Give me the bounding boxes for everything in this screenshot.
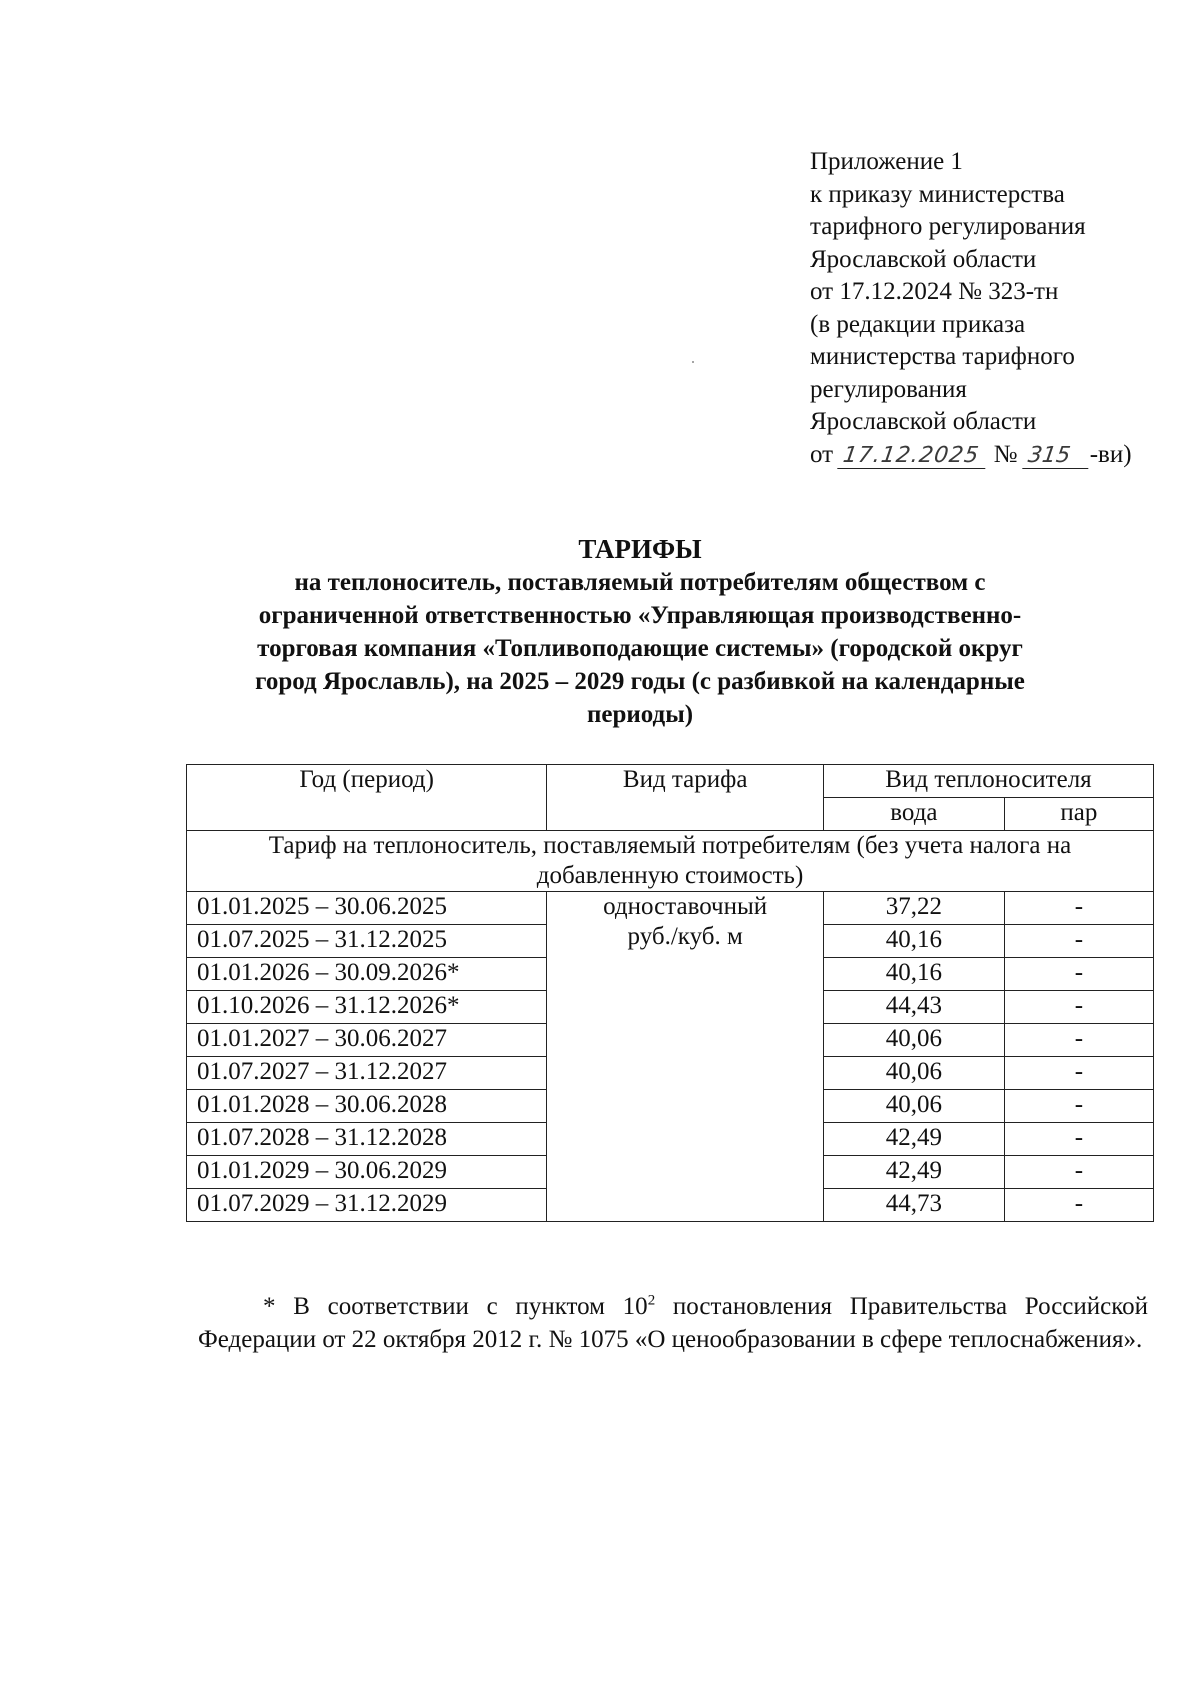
tariff-type-name: одноставочный bbox=[603, 893, 768, 920]
tariff-type-cell bbox=[547, 892, 824, 1222]
water-tariff-cell: 40,16 bbox=[823, 958, 1004, 991]
water-tariff-cell: 40,16 bbox=[823, 925, 1004, 958]
appendix-line: тарифного регулирования bbox=[810, 213, 1086, 240]
appendix-block bbox=[810, 146, 1190, 471]
water-tariff-cell: 42,49 bbox=[823, 1123, 1004, 1156]
heading-line: периоды) bbox=[586, 701, 694, 728]
heading-line: торговая компания «Топливоподающие системы» (городской округ bbox=[257, 635, 1023, 662]
handwritten-number: 315 bbox=[1022, 444, 1092, 469]
group-title: Тариф на теплоноситель, поставляемый потребителям (без учета налога на добавленную стоимость) bbox=[187, 831, 1154, 892]
water-tariff-cell: 44,73 bbox=[823, 1189, 1004, 1222]
footnote-superscript: 2 bbox=[647, 1292, 656, 1309]
ref-suffix: -ви) bbox=[1089, 440, 1132, 468]
steam-tariff-cell: - bbox=[1004, 958, 1153, 991]
steam-tariff-cell: - bbox=[1004, 1189, 1153, 1222]
period-cell: 01.01.2028 – 30.06.2028 bbox=[187, 1090, 547, 1123]
steam-tariff-cell: - bbox=[1004, 1057, 1153, 1090]
header-period: Год (период) bbox=[187, 765, 547, 831]
period-cell: 01.07.2027 – 31.12.2027 bbox=[187, 1057, 547, 1090]
document-title: ТАРИФЫ bbox=[578, 534, 702, 564]
steam-tariff-cell: - bbox=[1004, 1123, 1153, 1156]
steam-tariff-cell: - bbox=[1004, 991, 1153, 1024]
period-cell: 01.07.2029 – 31.12.2029 bbox=[187, 1189, 547, 1222]
header-tariff-type: Вид тарифа bbox=[547, 765, 824, 831]
scan-speck bbox=[692, 361, 694, 363]
tariff-type-unit: руб./куб. м bbox=[627, 923, 743, 950]
water-tariff-cell: 40,06 bbox=[823, 1024, 1004, 1057]
appendix-line: министерства тарифного bbox=[810, 343, 1075, 370]
ref-prefix: от bbox=[810, 440, 834, 468]
document-heading bbox=[190, 533, 1090, 731]
ref-num-sign: № bbox=[993, 440, 1018, 468]
appendix-line: Ярославской области bbox=[810, 245, 1037, 273]
group-title-row bbox=[187, 831, 1154, 892]
heading-line: на теплоноситель, поставляемый потребителям обществом с bbox=[294, 569, 986, 596]
footnote bbox=[198, 1290, 1148, 1356]
water-tariff-cell: 40,06 bbox=[823, 1090, 1004, 1123]
footnote-text-start: * В соответствии с пунктом 10 bbox=[263, 1293, 648, 1320]
period-cell: 01.01.2026 – 30.09.2026* bbox=[187, 958, 547, 991]
period-cell: 01.01.2027 – 30.06.2027 bbox=[187, 1024, 547, 1057]
steam-tariff-cell: - bbox=[1004, 892, 1153, 925]
period-cell: 01.10.2026 – 31.12.2026* bbox=[187, 991, 547, 1024]
heading-line: город Ярославль), на 2025 – 2029 годы (с разбивкой на календарные bbox=[255, 668, 1025, 695]
water-tariff-cell: 42,49 bbox=[823, 1156, 1004, 1189]
period-cell: 01.01.2029 – 30.06.2029 bbox=[187, 1156, 547, 1189]
period-cell: 01.07.2025 – 31.12.2025 bbox=[187, 925, 547, 958]
water-tariff-cell: 40,06 bbox=[823, 1057, 1004, 1090]
heading-line: ограниченной ответственностью «Управляющая производственно- bbox=[258, 602, 1022, 629]
steam-tariff-cell: - bbox=[1004, 1156, 1153, 1189]
tariffs-table bbox=[186, 764, 1154, 1222]
water-tariff-cell: 37,22 bbox=[823, 892, 1004, 925]
steam-tariff-cell: - bbox=[1004, 1024, 1153, 1057]
period-cell: 01.07.2028 – 31.12.2028 bbox=[187, 1123, 547, 1156]
table-row bbox=[187, 892, 1154, 925]
handwritten-date: 17.12.2025 bbox=[838, 444, 990, 469]
appendix-line: Ярославской области bbox=[810, 408, 1037, 435]
table-header-row bbox=[187, 765, 1154, 798]
footnote-text-end: постановления Правительства Российской Федерации от 22 октября 2012 г. № 1075 «О ценообразовании в сфере теплоснабжения». bbox=[198, 1293, 1149, 1353]
appendix-line: к приказу министерства bbox=[810, 180, 1065, 208]
water-tariff-cell: 44,43 bbox=[823, 991, 1004, 1024]
header-water: вода bbox=[823, 798, 1004, 831]
period-cell: 01.01.2025 – 30.06.2025 bbox=[187, 892, 547, 925]
appendix-line: Приложение 1 bbox=[810, 148, 963, 175]
steam-tariff-cell: - bbox=[1004, 925, 1153, 958]
appendix-line: регулирования bbox=[810, 375, 967, 403]
header-steam: пар bbox=[1004, 798, 1153, 831]
header-carrier: Вид теплоносителя bbox=[823, 765, 1153, 798]
appendix-line: от 17.12.2024 № 323-тн bbox=[810, 278, 1059, 305]
steam-tariff-cell: - bbox=[1004, 1090, 1153, 1123]
appendix-line: (в редакции приказа bbox=[810, 310, 1026, 338]
appendix-reference-line bbox=[810, 439, 1190, 472]
